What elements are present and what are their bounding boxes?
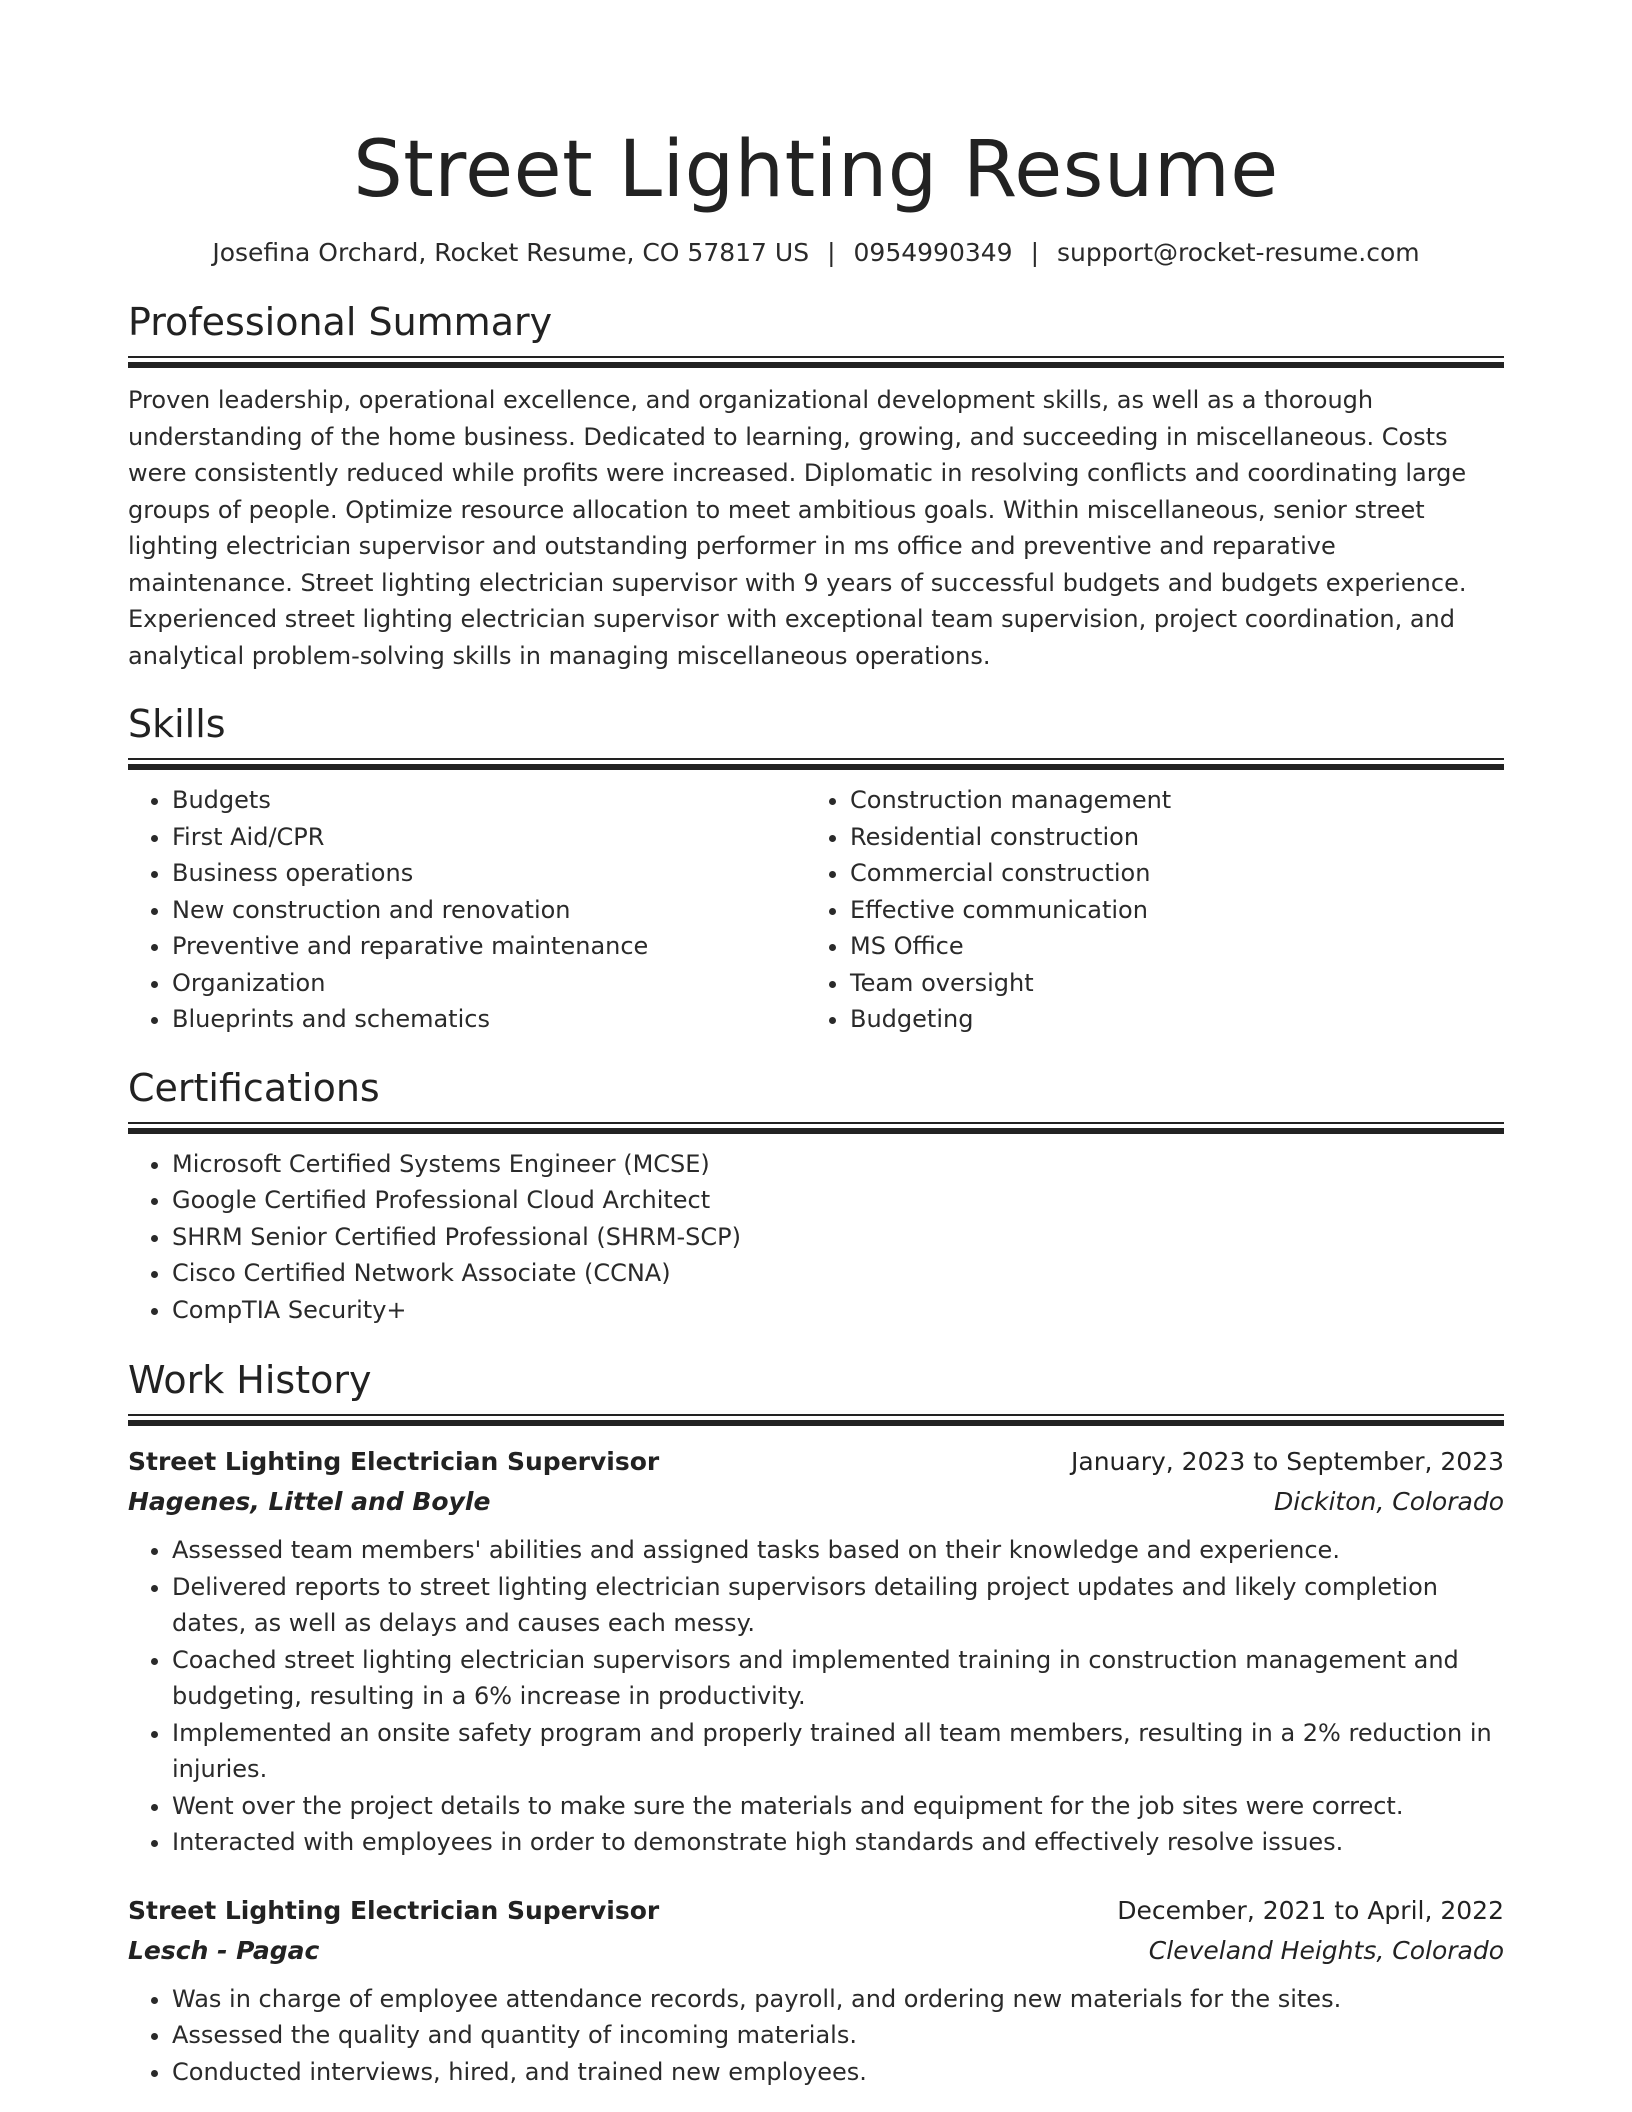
- job-bullet: • Coached street lighting electrician supervisors and implemented training in construction management and budgeting, resulting in a 6% increase in productivity.: [172, 1642, 1504, 1715]
- job-bullet: • Implemented an onsite safety program and properly trained all team members, resulting in a 2% reduction in injuries.: [172, 1715, 1504, 1788]
- job-bullet: • Was in charge of employee attendance records, payroll, and ordering new materials for the sites.: [172, 1981, 1504, 2018]
- skill-item: • Effective communication: [850, 892, 1484, 929]
- skill-item: • Budgets: [172, 782, 806, 819]
- skill-item: • Commercial construction: [850, 855, 1484, 892]
- job-subheader: [128, 1931, 1504, 1971]
- job-bullet: • Assessed team members' abilities and assigned tasks based on their knowledge and experience.: [172, 1532, 1504, 1569]
- skill-item: • Team oversight: [850, 965, 1484, 1002]
- skills-columns: [128, 782, 1504, 1038]
- skill-item: • Budgeting: [850, 1001, 1484, 1038]
- section-divider: [128, 356, 1504, 368]
- certification-item: • SHRM Senior Certified Professional (SHRM-SCP): [172, 1219, 1504, 1256]
- resume-title: Street Lighting Resume: [353, 125, 1279, 215]
- skill-item: • Blueprints and schematics: [172, 1001, 806, 1038]
- certification-item: • Cisco Certified Network Associate (CCNA): [172, 1255, 1504, 1292]
- skill-item: • Preventive and reparative maintenance: [172, 928, 806, 965]
- job-company: Hagenes, Littel and Boyle: [128, 1487, 491, 1516]
- contact-separator: |: [827, 238, 836, 267]
- skills-list-left: [128, 782, 806, 1038]
- contact-line: [128, 236, 1504, 270]
- job-bullet: • Interacted with employees in order to demonstrate high standards and effectively resolve issues.: [172, 1824, 1504, 1861]
- summary-heading: Professional Summary: [128, 300, 553, 344]
- certification-item: • Google Certified Professional Cloud Architect: [172, 1182, 1504, 1219]
- certification-item: • CompTIA Security+: [172, 1292, 1504, 1329]
- skill-item: • Organization: [172, 965, 806, 1002]
- certifications-heading: Certifications: [128, 1065, 380, 1110]
- contact-phone: 0954990349: [853, 238, 1013, 267]
- work-history-section: [128, 1356, 1504, 2090]
- skills-heading: Skills: [128, 702, 226, 746]
- section-divider: [128, 1414, 1504, 1426]
- job-location: Cleveland Heights, Colorado: [1148, 1935, 1504, 1965]
- job-title: Street Lighting Electrician Supervisor: [128, 1895, 660, 1925]
- skills-column-right: [806, 782, 1484, 1038]
- skill-item: • Construction management: [850, 782, 1484, 819]
- skill-item: • MS Office: [850, 928, 1484, 965]
- job-title: Street Lighting Electrician Supervisor: [128, 1447, 660, 1476]
- job-header: [128, 1891, 1504, 1931]
- contact-separator: |: [1030, 238, 1040, 267]
- work-history-heading: Work History: [128, 1358, 372, 1402]
- job-dates: December, 2021 to April, 2022: [1117, 1895, 1504, 1925]
- resume-page: [128, 0, 1504, 2090]
- section-divider: [128, 1122, 1504, 1134]
- certifications-section: [128, 1064, 1504, 1329]
- job-bullet: • Went over the project details to make sure the materials and equipment for the job sites were correct.: [172, 1788, 1504, 1825]
- skill-item: • First Aid/CPR: [172, 819, 806, 856]
- skills-section: [128, 700, 1504, 1038]
- job-company: Lesch - Pagac: [128, 1935, 320, 1965]
- job-entry: [128, 1891, 1504, 2091]
- job-dates: January, 2023 to September, 2023: [1071, 1447, 1504, 1476]
- job-bullet: • Delivered reports to street lighting electrician supervisors detailing project updates and likely completion dates, as well as delays and causes each messy.: [172, 1569, 1504, 1642]
- summary-text: Proven leadership, operational excellence, and organizational development skills, as well as a thorough understanding of the home business. Dedicated to learning, growing, and succeeding in miscellaneous. Costs were consistently reduced while profits were increased. Diplomatic in resolving conflicts and coordinating large groups of people. Optimize resource allocation to meet ambitious goals. Within miscellaneous, senior street lighting electrician supervisor and outstanding performer in ms office and preventive and reparative maintenance. Street lighting electrician supervisor with 9 years of successful budgets and budgets experience. Experienced street lighting electrician supervisor with exceptional team supervision, project coordination, and analytical problem-solving skills in managing miscellaneous operations.: [128, 386, 1467, 670]
- job-location: Dickiton, Colorado: [1274, 1487, 1504, 1516]
- section-divider: [128, 758, 1504, 770]
- skill-item: • Residential construction: [850, 819, 1484, 856]
- contact-email: support@rocket-resume.com: [1057, 238, 1420, 267]
- certifications-list: [128, 1146, 1504, 1329]
- job-bullet-list: [128, 1981, 1504, 2091]
- job-bullet-list: [128, 1532, 1504, 1861]
- skill-item: • New construction and renovation: [172, 892, 806, 929]
- job-subheader: [128, 1482, 1504, 1522]
- skill-item: • Business operations: [172, 855, 806, 892]
- job-bullet: • Conducted interviews, hired, and trained new employees.: [172, 2054, 1504, 2091]
- job-entry: [128, 1442, 1504, 1861]
- skills-column-left: [128, 782, 806, 1038]
- contact-address: Josefina Orchard, Rocket Resume, CO 57817 US: [212, 238, 810, 267]
- job-bullet: • Assessed the quality and quantity of incoming materials.: [172, 2017, 1504, 2054]
- certification-item: • Microsoft Certified Systems Engineer (MCSE): [172, 1146, 1504, 1183]
- job-header: [128, 1442, 1504, 1482]
- skills-list-right: [806, 782, 1484, 1038]
- summary-section: [128, 298, 1504, 674]
